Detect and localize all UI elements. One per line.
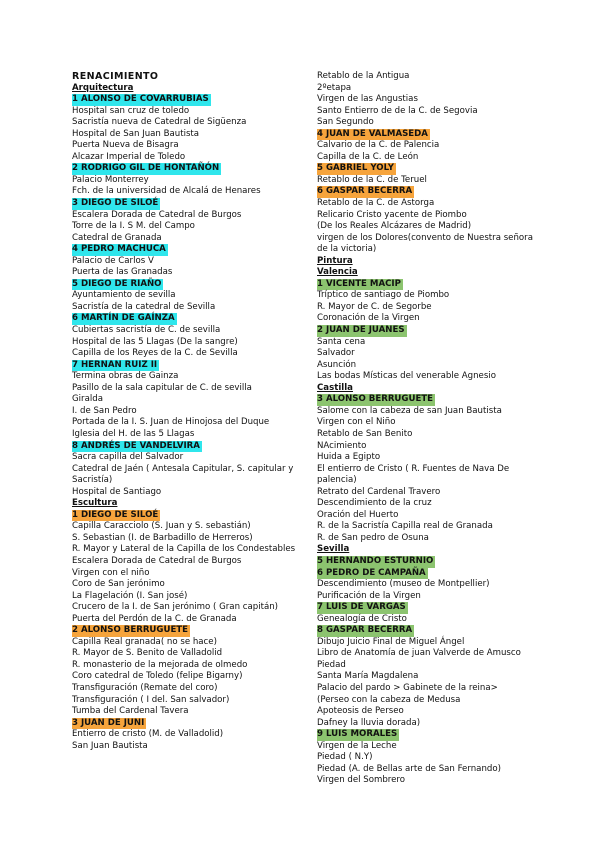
artist-heading bbox=[317, 325, 539, 337]
artist-name-highlight: 4 PEDRO MACHUCA bbox=[72, 244, 166, 255]
artist-name-highlight: 6 PEDRO DE CAMPAÑA bbox=[317, 567, 426, 578]
work-item: Retablo de la C. de Teruel bbox=[317, 174, 427, 185]
work-item: Dafney la lluvia dorada) bbox=[317, 717, 421, 728]
artist-heading bbox=[72, 625, 304, 637]
artist-heading bbox=[317, 625, 539, 637]
work-item: Virgen del Sombrero bbox=[317, 775, 406, 786]
artist-name-highlight: 5 DIEGO DE RIAÑO bbox=[72, 278, 162, 289]
work-item: Cubiertas sacristía de C. de sevilla bbox=[72, 325, 221, 336]
work-item: Salome con la cabeza de san Juan Bautista bbox=[317, 405, 502, 416]
artist-name-highlight: 6 MARTÍN DE GAÍNZA bbox=[72, 313, 175, 324]
work-item: El entierro de Cristo ( R. Fuentes de Nava De palencia) bbox=[317, 463, 510, 486]
artist-heading bbox=[72, 198, 304, 210]
work-item: 2ºetapa bbox=[317, 82, 352, 93]
artist-heading bbox=[317, 394, 539, 406]
work-item: Santa cena bbox=[317, 336, 366, 347]
left-column bbox=[72, 71, 304, 752]
artist-name-highlight: 8 GASPAR BECERRA bbox=[317, 625, 413, 636]
artist-name-highlight: 3 DIEGO DE SILOÉ bbox=[72, 198, 159, 209]
work-item: San Segundo bbox=[317, 117, 374, 128]
work-item: Genealogía de Cristo bbox=[317, 613, 407, 624]
work-item: Tríptico de santiago de Piombo bbox=[317, 290, 450, 301]
work-item: Sacra capilla del Salvador bbox=[72, 452, 184, 463]
work-item: Puerta del Perdón de la C. de Granada bbox=[72, 613, 237, 624]
section-heading-castilla: Castilla bbox=[317, 382, 353, 393]
work-item: Las bodas Místicas del venerable Agnesio bbox=[317, 371, 496, 382]
work-item: Descendimiento de la cruz bbox=[317, 498, 432, 509]
artist-name-highlight: 7 LUIS DE VARGAS bbox=[317, 602, 406, 613]
work-item: Transfiguración ( I del. San salvador) bbox=[72, 694, 230, 705]
artist-heading bbox=[72, 163, 304, 175]
work-item: Santa María Magdalena bbox=[317, 671, 419, 682]
artist-name-highlight: 3 ALONSO BERRUGUETE bbox=[317, 394, 434, 405]
artist-name-highlight: 1 DIEGO DE SILOÉ bbox=[72, 509, 159, 520]
work-item: Alcazar Imperial de Toledo bbox=[72, 151, 186, 162]
work-item: Relicario Cristo yacente de Piombo bbox=[317, 209, 467, 220]
artist-name-highlight: 6 GASPAR BECERRA bbox=[317, 186, 413, 197]
work-item: Piedad bbox=[317, 659, 346, 670]
artist-heading bbox=[72, 441, 304, 453]
artist-name-highlight: 3 JUAN DE JUNI bbox=[72, 717, 145, 728]
section-heading-sevilla: Sevilla bbox=[317, 544, 350, 555]
section-heading-arquitectura: Arquitectura bbox=[72, 82, 134, 93]
work-item: Santo Entierro de de la C. de Segovia bbox=[317, 105, 478, 116]
work-item: Retrato del Cardenal Travero bbox=[317, 486, 441, 497]
work-item: Piedad ( N.Y) bbox=[317, 752, 373, 763]
work-item: R. Mayor de S. Benito de Valladolid bbox=[72, 648, 223, 659]
work-item: Portada de la I. S. Juan de Hinojosa del Duque bbox=[72, 417, 270, 428]
artist-heading bbox=[72, 510, 304, 522]
artist-heading bbox=[317, 163, 539, 175]
work-item: Hospital de San Juan Bautista bbox=[72, 128, 200, 139]
work-item: Descendimiento (museo de Montpellier) bbox=[317, 579, 490, 590]
artist-heading bbox=[317, 279, 539, 291]
work-item: Retablo de la Antigua bbox=[317, 71, 410, 81]
work-item: Capilla de la C. de León bbox=[317, 151, 419, 162]
work-item: Torre de la I. S M. del Campo bbox=[72, 221, 195, 232]
work-item: R. Mayor y Lateral de la Capilla de los Condestables bbox=[72, 544, 296, 555]
work-item: Capilla de los Reyes de la C. de Sevilla bbox=[72, 348, 238, 359]
artist-heading bbox=[72, 313, 304, 325]
artist-heading bbox=[72, 360, 304, 372]
work-item: R. de San pedro de Osuna bbox=[317, 532, 429, 543]
artist-heading bbox=[72, 244, 304, 256]
work-item: Virgen de las Angustias bbox=[317, 94, 418, 105]
artist-heading bbox=[72, 279, 304, 291]
work-item: Escalera Dorada de Catedral de Burgos bbox=[72, 555, 242, 566]
work-item: Giralda bbox=[72, 394, 103, 405]
work-item: Oración del Huerto bbox=[317, 509, 399, 520]
work-item: Asunción bbox=[317, 359, 357, 370]
work-item: Retablo de San Benito bbox=[317, 428, 413, 439]
artist-name-highlight: 2 ALONSO BERRUGUETE bbox=[72, 625, 189, 636]
work-item: Sacristía de la catedral de Sevilla bbox=[72, 301, 216, 312]
work-item: Salvador bbox=[317, 348, 355, 359]
work-item: Sacristía nueva de Catedral de Sigüenza bbox=[72, 117, 247, 128]
artist-heading bbox=[317, 729, 539, 741]
work-item: Virgen con el Niño bbox=[317, 417, 396, 428]
work-item: Palacio de Carlos V bbox=[72, 255, 154, 266]
work-item: Virgen de la Leche bbox=[317, 740, 397, 751]
work-item: Capilla Caracciolo (S. Juan y S. sebastián) bbox=[72, 521, 251, 532]
work-item: Purificación de la Virgen bbox=[317, 590, 421, 601]
artist-name-highlight: 9 LUIS MORALES bbox=[317, 729, 398, 740]
work-item: Puerta de las Granadas bbox=[72, 267, 173, 278]
artist-name-highlight: 5 GABRIEL YOLY bbox=[317, 163, 394, 174]
artist-name-highlight: 1 ALONSO DE COVARRUBIAS bbox=[72, 94, 209, 105]
work-item: S. Sebastian (I. de Barbadillo de Herreros) bbox=[72, 532, 253, 543]
work-item: Palacio del pardo > Gabinete de la reina> bbox=[317, 682, 498, 693]
work-item: Pasillo de la sala capitular de C. de sevilla bbox=[72, 382, 252, 393]
work-item: (Perseo con la cabeza de Medusa bbox=[317, 694, 461, 705]
artist-name-highlight: 8 ANDRÉS DE VANDELVIRA bbox=[72, 440, 200, 451]
work-item: NAcimiento bbox=[317, 440, 367, 451]
work-item: I. de San Pedro bbox=[72, 405, 137, 416]
work-item: virgen de los Dolores(convento de Nuestra señora de la victoria) bbox=[317, 232, 533, 255]
right-column bbox=[317, 71, 539, 787]
work-item: Libro de Anatomía de juan Valverde de Amusco bbox=[317, 648, 521, 659]
artist-heading bbox=[317, 186, 539, 198]
artist-name-highlight: 2 RODRIGO GIL DE HONTAÑÓN bbox=[72, 163, 220, 174]
work-item: R. monasterio de la mejorada de olmedo bbox=[72, 659, 248, 670]
artist-name-highlight: 7 HERNAN RUIZ II bbox=[72, 359, 158, 370]
work-item: Hospital de Santiago bbox=[72, 486, 162, 497]
work-item: Apoteosis de Perseo bbox=[317, 706, 404, 717]
work-item: Escalera Dorada de Catedral de Burgos bbox=[72, 209, 242, 220]
work-item: Hospital de las 5 Llagas (De la sangre) bbox=[72, 336, 238, 347]
work-item: San Juan Bautista bbox=[72, 740, 148, 751]
work-item: Iglesia del H. de las 5 Llagas bbox=[72, 428, 195, 439]
work-item: R. Mayor de C. de Segorbe bbox=[317, 301, 432, 312]
work-item: Hospital san cruz de toledo bbox=[72, 105, 190, 116]
artist-heading bbox=[72, 718, 304, 730]
work-item: Dibujo Juicio Final de Miguel Ángel bbox=[317, 636, 465, 647]
artist-heading bbox=[317, 602, 539, 614]
work-item: Coro catedral de Toledo (felipe Bigarny) bbox=[72, 671, 243, 682]
work-item: Coro de San jerónimo bbox=[72, 579, 165, 590]
artist-name-highlight: 5 HERNANDO ESTURNIO bbox=[317, 555, 434, 566]
work-item: R. de la Sacristía Capilla real de Granada bbox=[317, 521, 493, 532]
work-item: Piedad (A. de Bellas arte de San Fernando) bbox=[317, 763, 501, 774]
artist-heading bbox=[72, 94, 304, 106]
work-item: (De los Reales Alcázares de Madrid) bbox=[317, 221, 472, 232]
work-item: Transfiguración (Remate del coro) bbox=[72, 682, 218, 693]
artist-name-highlight: 2 JUAN DE JUANES bbox=[317, 325, 405, 336]
section-heading-valencia: Valencia bbox=[317, 267, 358, 278]
work-item: Termina obras de Gainza bbox=[72, 371, 179, 382]
work-item: Crucero de la I. de San jerónimo ( Gran capitán) bbox=[72, 602, 279, 613]
work-item: Virgen con el niño bbox=[72, 567, 150, 578]
work-item: Tumba del Cardenal Tavera bbox=[72, 706, 189, 717]
work-item: Calvario de la C. de Palencia bbox=[317, 140, 440, 151]
work-item: Catedral de Jaén ( Antesala Capitular, S. capitular y Sacristía) bbox=[72, 463, 294, 486]
work-item: Puerta Nueva de Bisagra bbox=[72, 140, 179, 151]
artist-heading bbox=[317, 568, 539, 580]
page-title: RENACIMIENTO bbox=[72, 71, 159, 82]
work-item: Ayuntamiento de sevilla bbox=[72, 290, 176, 301]
work-item: Retablo de la C. de Astorga bbox=[317, 198, 435, 209]
artist-heading bbox=[317, 129, 539, 141]
work-item: La Flagelación (I. San josé) bbox=[72, 590, 188, 601]
artist-name-highlight: 1 VICENTE MACIP bbox=[317, 278, 401, 289]
work-item: Huida a Egipto bbox=[317, 452, 381, 463]
work-item: Fch. de la universidad de Alcalá de Henares bbox=[72, 186, 261, 197]
section-heading-pintura: Pintura bbox=[317, 255, 353, 266]
work-item: Entierro de cristo (M. de Valladolid) bbox=[72, 729, 224, 740]
section-heading-escultura: Escultura bbox=[72, 498, 118, 509]
work-item: Capilla Real granada( no se hace) bbox=[72, 636, 217, 647]
work-item: Palacio Monterrey bbox=[72, 174, 149, 185]
artist-name-highlight: 4 JUAN DE VALMASEDA bbox=[317, 128, 428, 139]
work-item: Coronación de la Virgen bbox=[317, 313, 420, 324]
artist-heading bbox=[317, 556, 539, 568]
work-item: Catedral de Granada bbox=[72, 232, 162, 243]
